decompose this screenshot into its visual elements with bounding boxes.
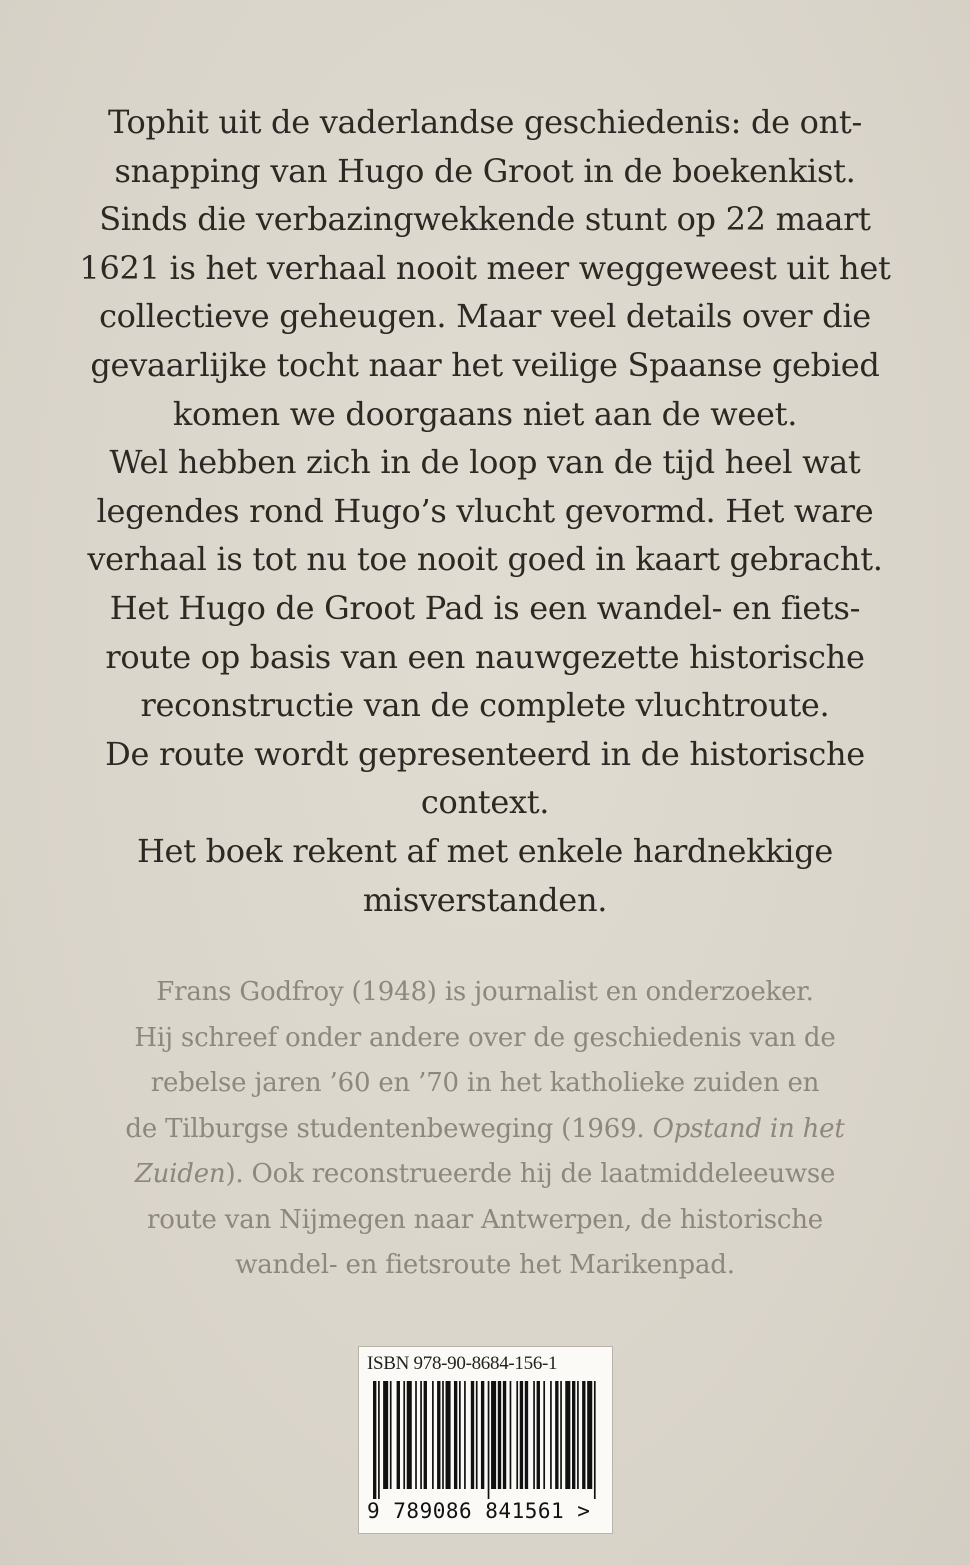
bio-text: ). Ook reconstrueerde hij de laatmiddeleeuwse — [225, 1159, 836, 1189]
blurb-line: Het boek rekent af met enkele hardnekkige — [136, 831, 834, 870]
barcode-bar — [432, 1381, 434, 1489]
barcode-bar — [594, 1381, 596, 1499]
blurb-line: collectieve geheugen. Maar veel details over die — [99, 297, 871, 336]
barcode-bar — [397, 1381, 400, 1489]
barcode-bar — [459, 1381, 461, 1489]
blurb-line: snapping van Hugo de Groot in de boekenkist. — [114, 151, 856, 190]
barcode-digits: 9 789086 841561 > — [367, 1499, 591, 1523]
blurb-line: Tophit uit de vaderlandse geschiedenis: de ont- — [108, 103, 862, 141]
blurb-line: reconstructie van de complete vluchtroute. — [140, 686, 830, 725]
barcode-bar — [442, 1381, 444, 1489]
barcode-bar — [582, 1381, 585, 1489]
blurb-line: misverstanden. — [362, 880, 608, 919]
barcode-bar — [510, 1381, 512, 1489]
barcode-bars — [373, 1381, 599, 1499]
barcode-bar — [415, 1381, 417, 1489]
barcode-bar — [565, 1381, 570, 1489]
barcode-bar — [454, 1381, 457, 1489]
barcode-bar — [424, 1381, 427, 1489]
barcode-bar — [491, 1381, 496, 1489]
book-title-italic: Opstand in het — [652, 1113, 845, 1144]
isbn-barcode — [358, 1346, 613, 1534]
barcode-bar — [520, 1381, 523, 1489]
barcode-bar — [446, 1381, 451, 1489]
bio-line: Hij schreef onder andere over de geschiedenis van de — [134, 1022, 836, 1053]
barcode-bar — [373, 1381, 376, 1499]
barcode-bar — [403, 1381, 405, 1489]
bio-line: wandel- en fietsroute het Marikenpad. — [235, 1250, 735, 1280]
barcode-bar — [464, 1381, 466, 1489]
barcode-bar — [572, 1381, 575, 1489]
barcode-bar — [577, 1381, 579, 1489]
bio-text: de Tilburgse studentenbeweging (1969. — [125, 1113, 653, 1144]
blurb-line: De route wordt gepresenteerd in de historische — [105, 734, 865, 773]
barcode-bar — [476, 1381, 478, 1489]
blurb-line: 1621 is het verhaal nooit meer weggeweest uit het — [79, 248, 891, 287]
barcode-bar — [533, 1381, 535, 1489]
blurb-line: gevaarlijke tocht naar het veilige Spaanse gebied — [90, 345, 880, 384]
barcode-bar — [550, 1381, 552, 1489]
blurb-line: verhaal is tot nu toe nooit goed in kaart gebracht. — [87, 540, 883, 579]
bio-line: rebelse jaren ’60 en ’70 in het katholieke zuiden en — [150, 1068, 820, 1098]
barcode-bar — [471, 1381, 474, 1489]
book-title-italic: Zuiden — [134, 1159, 226, 1189]
barcode-bar — [378, 1381, 380, 1499]
barcode-bar — [437, 1381, 440, 1489]
barcode-bar — [537, 1381, 540, 1489]
barcode-bar — [587, 1381, 592, 1489]
blurb-line: route op basis van een nauwgezette historische — [105, 637, 865, 676]
barcode-bar — [383, 1381, 388, 1489]
barcode-bar — [543, 1381, 545, 1489]
barcode-bar — [390, 1381, 392, 1489]
barcode-bar — [560, 1381, 562, 1489]
bio-line — [60, 1107, 910, 1153]
barcode-bar — [498, 1381, 501, 1489]
barcode-bar — [420, 1381, 422, 1489]
bio-line: route van Nijmegen naar Antwerpen, de historische — [147, 1204, 823, 1235]
blurb-line: context. — [420, 783, 550, 822]
barcode-bar — [407, 1381, 412, 1489]
blurb-line: legendes rond Hugo’s vlucht gevormd. Het ware — [96, 491, 874, 530]
isbn-label: ISBN 978-90-8684-156-1 — [367, 1353, 558, 1374]
author-bio — [60, 970, 910, 1289]
barcode-bar — [516, 1381, 518, 1489]
barcode-bar — [481, 1381, 484, 1489]
bio-line: Frans Godfroy (1948) is journalist en onderzoeker. — [156, 977, 814, 1007]
bio-line — [60, 1152, 910, 1198]
blurb-line: komen we doorgaans niet aan de weet. — [172, 394, 798, 433]
barcode-bar — [555, 1381, 558, 1489]
blurb-line: Wel hebben zich in de loop van de tijd heel wat — [109, 443, 861, 482]
barcode-bar — [525, 1381, 528, 1489]
cover-blurb — [60, 98, 910, 924]
barcode-bar — [488, 1381, 490, 1499]
blurb-line: Het Hugo de Groot Pad is een wandel- en fiets- — [109, 588, 861, 627]
blurb-line: Sinds die verbazingwekkende stunt op 22 maart — [99, 200, 871, 239]
barcode-bar — [503, 1381, 506, 1489]
